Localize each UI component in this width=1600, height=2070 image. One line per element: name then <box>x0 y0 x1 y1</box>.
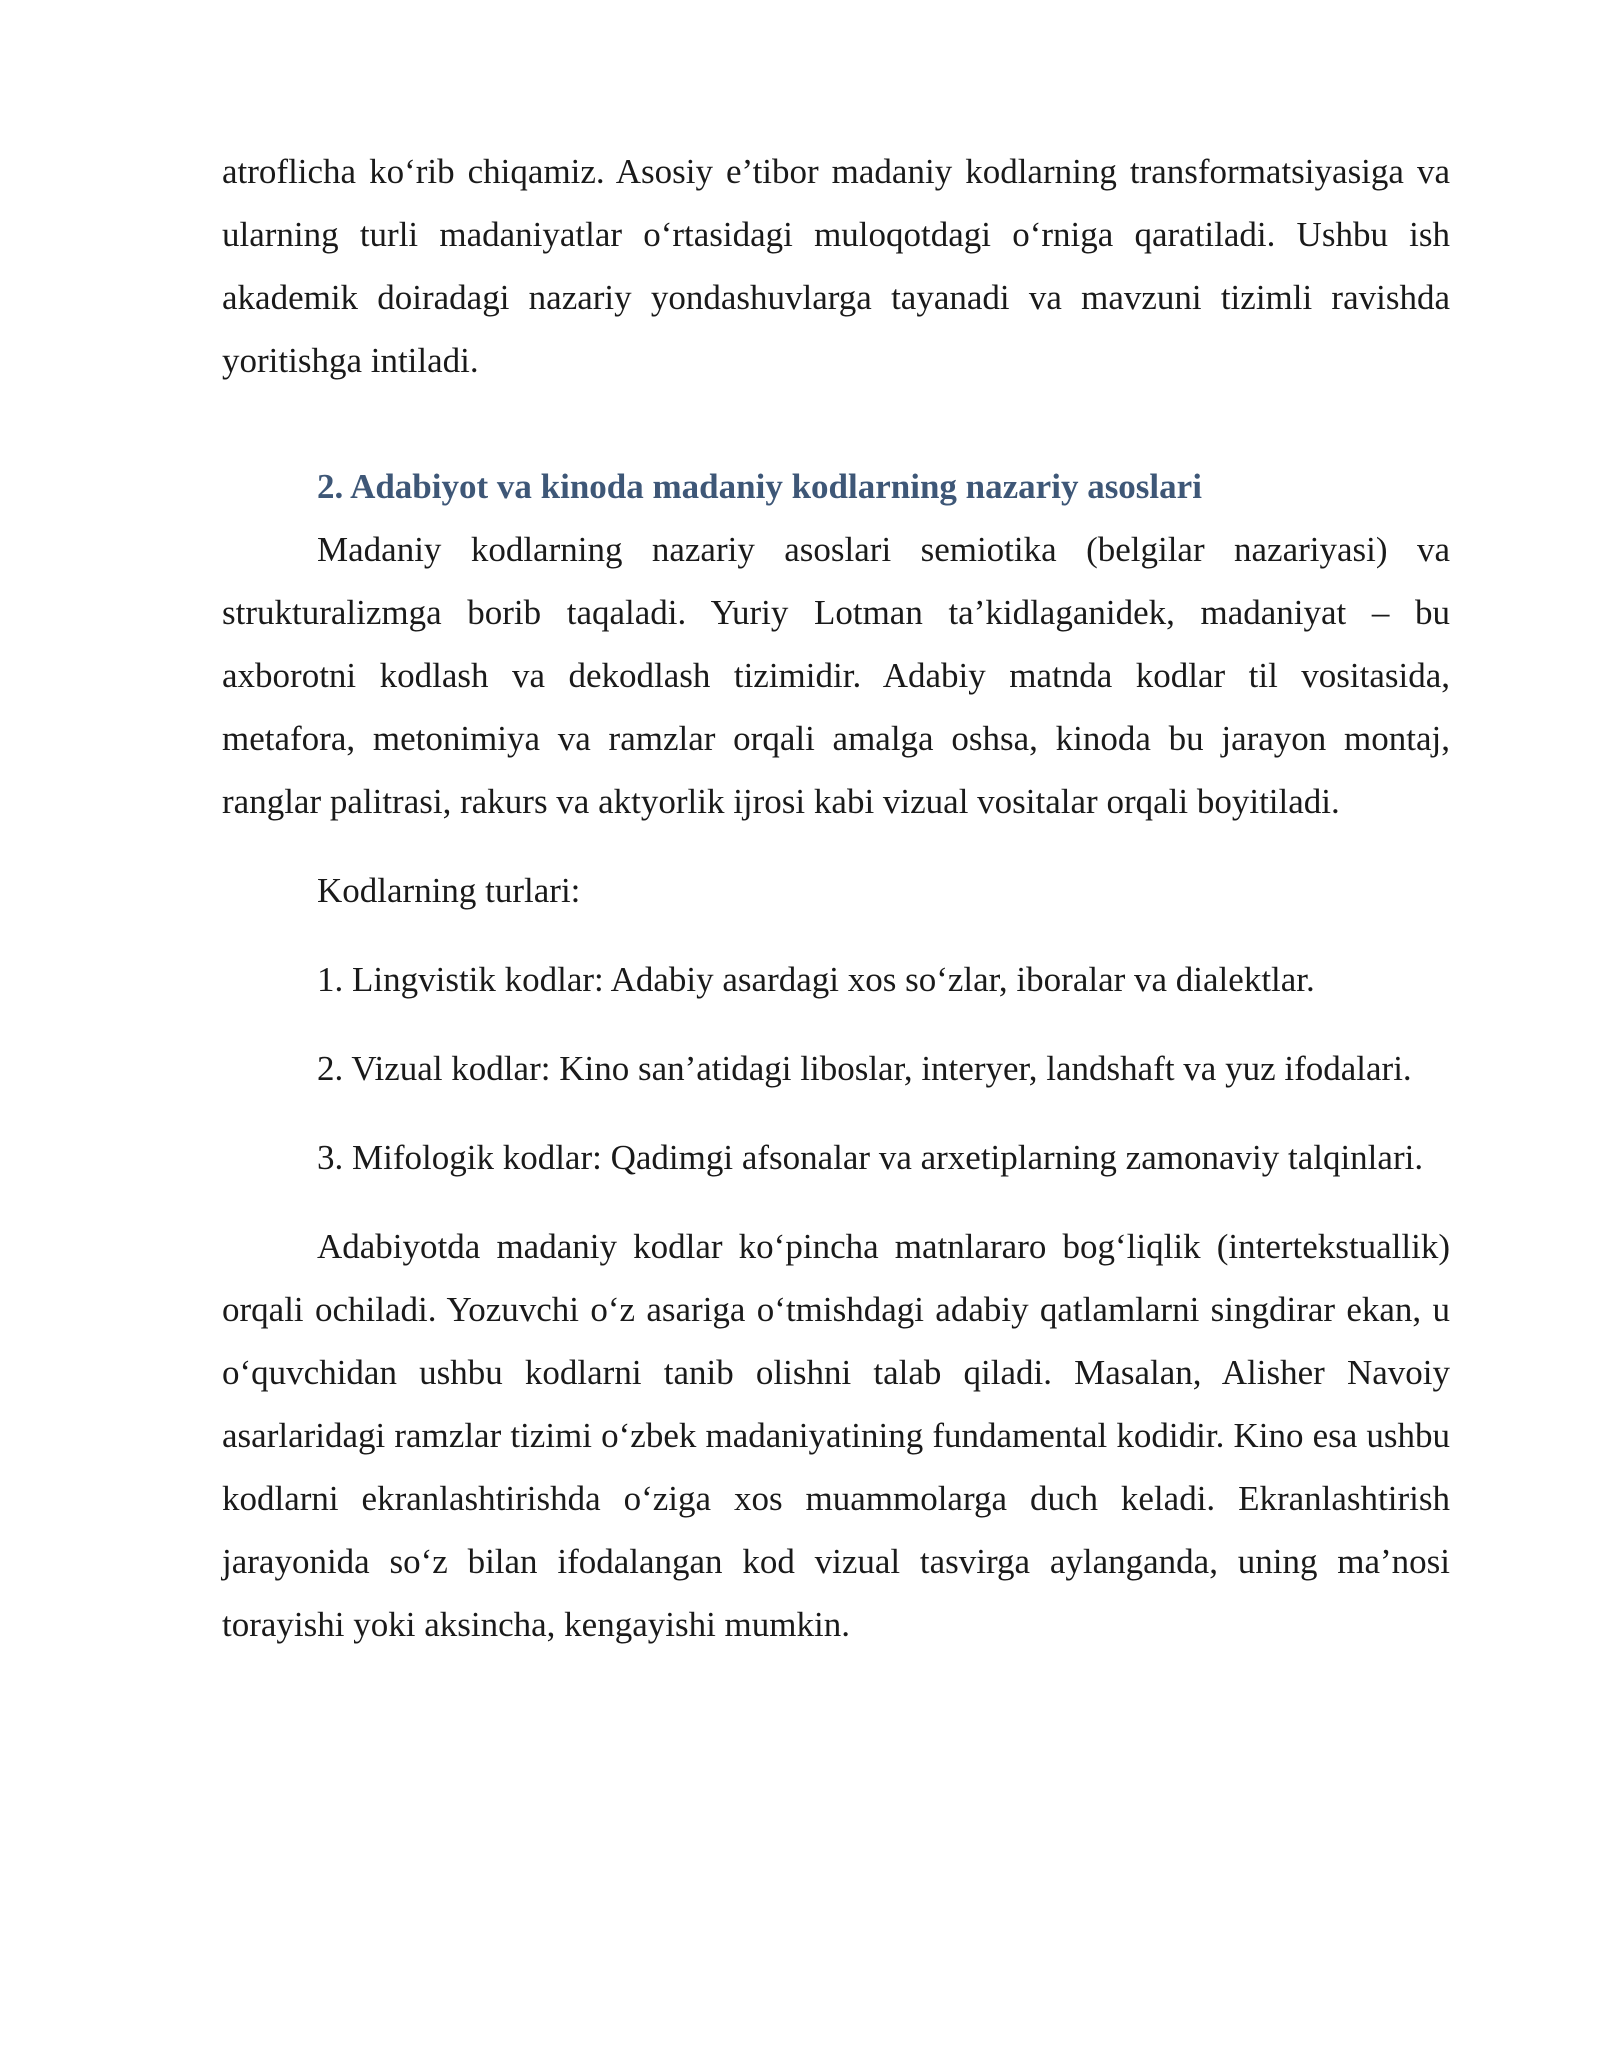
section-heading: 2. Adabiyot va kinoda madaniy kodlarning nazariy asoslari <box>317 467 1202 506</box>
code-types-label: Kodlarning turlari: <box>317 871 581 910</box>
code-type-linguistic: 1. Lingvistik kodlar: Adabiy asardagi xos so‘zlar, iboralar va dialektlar. <box>317 960 1315 999</box>
code-type-visual: 2. Vizual kodlar: Kino san’atidagi liboslar, interyer, landshaft va yuz ifodalari. <box>317 1049 1412 1088</box>
intertextuality-paragraph: Adabiyotda madaniy kodlar ko‘pincha matnlararo bog‘liqlik (intertekstuallik) orqali ochiladi. Yozuvchi o‘z asariga o‘tmishdagi adabiy qatlamlarni singdirar ekan, u o‘quvchidan ushbu kodlarni tanib olishni talab qiladi. Masalan, Alisher Navoiy asarlaridagi ramzlar tizimi o‘zbek madaniyatining fundamental kodidir. Kino esa ushbu kodlarni ekranlashtirishda o‘ziga xos muammolarga duch keladi. Ekranlashtirish jarayonida so‘z bilan ifodalangan kod vizual tasvirga aylanganda, uning ma’nosi torayishi yoki aksincha, kengayishi mumkin. <box>222 1227 1450 1644</box>
code-type-mythological: 3. Mifologik kodlar: Qadimgi afsonalar va arxetiplarning zamonaviy talqinlari. <box>317 1138 1424 1177</box>
theory-paragraph: Madaniy kodlarning nazariy asoslari semiotika (belgilar nazariyasi) va strukturalizmga borib taqaladi. Yuriy Lotman ta’kidlaganidek, madaniyat – bu axborotni kodlash va dekodlash tizimidir. Adabiy matnda kodlar til vositasida, metafora, metonimiya va ramzlar orqali amalga oshsa, kinoda bu jarayon montaj, ranglar palitrasi, rakurs va aktyorlik ijrosi kabi vizual vositalar orqali boyitiladi. <box>222 530 1450 821</box>
document-page <box>222 140 1450 1656</box>
intro-paragraph: atroflicha ko‘rib chiqamiz. Asosiy e’tibor madaniy kodlarning transformatsiyasiga va ularning turli madaniyatlar o‘rtasidagi muloqotdagi o‘rniga qaratiladi. Ushbu ish akademik doiradagi nazariy yondashuvlarga tayanadi va mavzuni tizimli ravishda yoritishga intiladi. <box>222 152 1450 380</box>
